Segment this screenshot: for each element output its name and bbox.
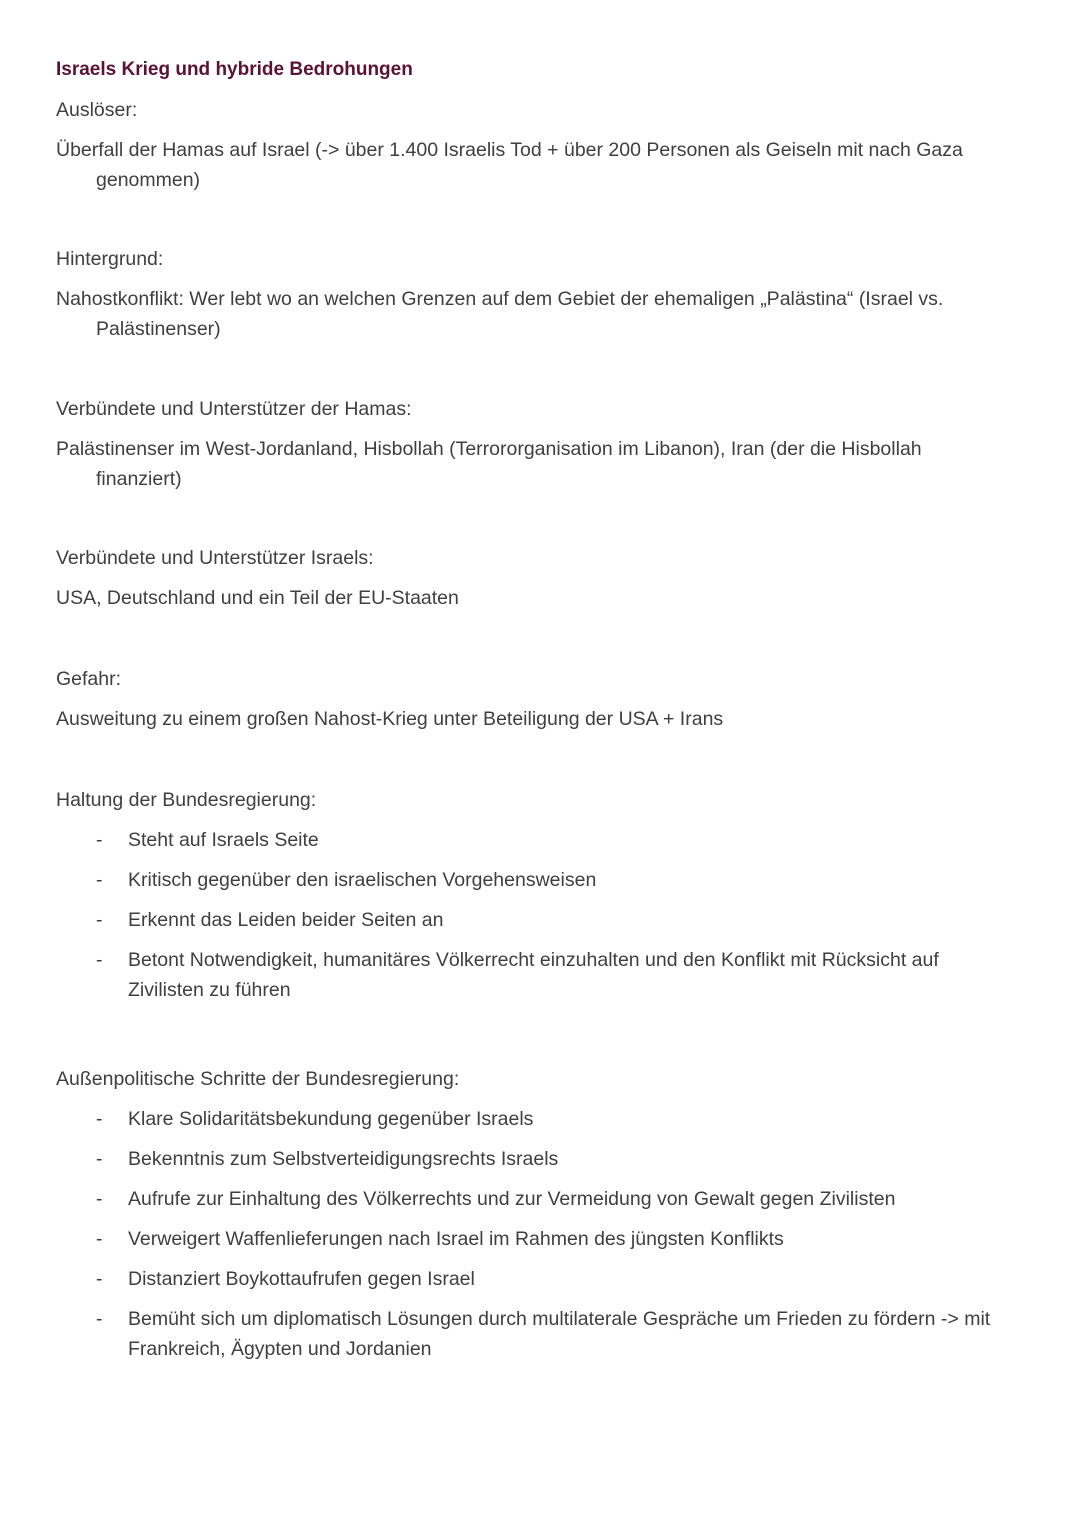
section-israel-allies bbox=[56, 543, 992, 613]
dash-bullet: - bbox=[96, 1108, 103, 1130]
section-schritte bbox=[56, 1064, 992, 1364]
section-text: Überfall der Hamas auf Israel (-> über 1.400 Israelis Tod + über 200 Personen als Geiseln mit nach Gaza genommen) bbox=[56, 139, 963, 191]
schritte-list bbox=[56, 1104, 992, 1364]
list-item bbox=[56, 825, 992, 855]
section-label: Außenpolitische Schritte der Bundesregierung: bbox=[56, 1068, 460, 1090]
dash-bullet: - bbox=[96, 1148, 103, 1170]
list-item-text: Verweigert Waffenlieferungen nach Israel im Rahmen des jüngsten Konflikts bbox=[128, 1228, 784, 1250]
section-haltung bbox=[56, 785, 992, 1005]
section-gefahr bbox=[56, 664, 992, 734]
section-text: Ausweitung zu einem großen Nahost-Krieg unter Beteiligung der USA + Irans bbox=[56, 708, 724, 730]
dash-bullet: - bbox=[96, 1188, 103, 1210]
list-item-text: Kritisch gegenüber den israelischen Vorgehensweisen bbox=[128, 869, 597, 891]
section-label: Gefahr: bbox=[56, 668, 122, 690]
dash-bullet: - bbox=[96, 1308, 103, 1330]
list-item-text: Distanziert Boykottaufrufen gegen Israel bbox=[128, 1268, 475, 1290]
dash-bullet: - bbox=[96, 949, 103, 971]
haltung-list bbox=[56, 825, 992, 1005]
list-item-text: Steht auf Israels Seite bbox=[128, 829, 319, 851]
section-text: USA, Deutschland und ein Teil der EU-Staaten bbox=[56, 587, 459, 609]
list-item bbox=[56, 1104, 992, 1134]
dash-bullet: - bbox=[96, 1228, 103, 1250]
list-item bbox=[56, 945, 992, 1005]
section-label: Auslöser: bbox=[56, 99, 138, 121]
section-ausloeser bbox=[56, 95, 992, 195]
list-item bbox=[56, 865, 992, 895]
list-item-text: Erkennt das Leiden beider Seiten an bbox=[128, 909, 444, 931]
list-item bbox=[56, 1184, 992, 1214]
list-item-text: Bekenntnis zum Selbstverteidigungsrechts Israels bbox=[128, 1148, 559, 1170]
list-item bbox=[56, 1264, 992, 1294]
dash-bullet: - bbox=[96, 869, 103, 891]
section-label: Haltung der Bundesregierung: bbox=[56, 789, 317, 811]
list-item-text: Klare Solidaritätsbekundung gegenüber Israels bbox=[128, 1108, 534, 1130]
dash-bullet: - bbox=[96, 829, 103, 851]
list-item bbox=[56, 1224, 992, 1254]
list-item bbox=[56, 905, 992, 935]
section-text: Nahostkonflikt: Wer lebt wo an welchen Grenzen auf dem Gebiet der ehemaligen „Palästina“ (Israel vs. Palästinenser) bbox=[56, 288, 944, 340]
list-item bbox=[56, 1304, 992, 1364]
section-label: Verbündete und Unterstützer der Hamas: bbox=[56, 398, 412, 420]
section-text: Palästinenser im West-Jordanland, Hisbollah (Terrororganisation im Libanon), Iran (der die Hisbollah finanziert) bbox=[56, 438, 922, 490]
section-hamas-allies bbox=[56, 394, 992, 494]
list-item bbox=[56, 1144, 992, 1174]
section-label: Verbündete und Unterstützer Israels: bbox=[56, 547, 374, 569]
list-item-text: Bemüht sich um diplomatisch Lösungen durch multilaterale Gespräche um Frieden zu fördern -> mit Frankreich, Ägypten und Jordanien bbox=[128, 1308, 991, 1360]
list-item-text: Betont Notwendigkeit, humanitäres Völkerrecht einzuhalten und den Konflikt mit Rücksicht auf Zivilisten zu führen bbox=[128, 949, 939, 1001]
dash-bullet: - bbox=[96, 909, 103, 931]
document-title: Israels Krieg und hybride Bedrohungen bbox=[56, 59, 413, 80]
list-item-text: Aufrufe zur Einhaltung des Völkerrechts und zur Vermeidung von Gewalt gegen Zivilisten bbox=[128, 1188, 896, 1210]
section-label: Hintergrund: bbox=[56, 248, 164, 270]
section-hintergrund bbox=[56, 244, 992, 344]
dash-bullet: - bbox=[96, 1268, 103, 1290]
